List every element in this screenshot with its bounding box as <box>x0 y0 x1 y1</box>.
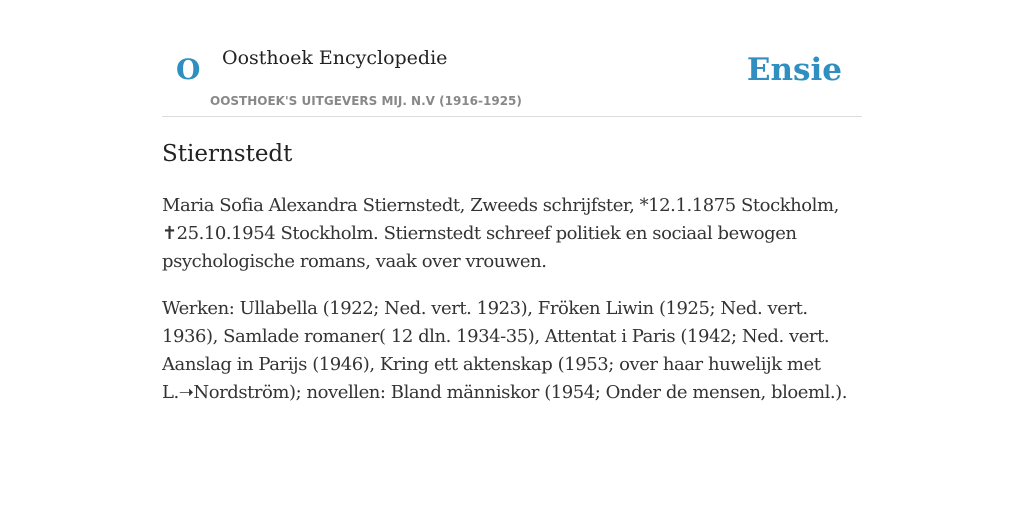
source-subtitle: OOSTHOEK'S UITGEVERS MIJ. N.V (1916-1925) <box>210 94 522 108</box>
entry-paragraph-definition: Maria Sofia Alexandra Stiernstedt, Zweeds schrijfster, *12.1.1875 Stockholm, ✝25.10.1954 Stockholm. Stiernstedt schreef politiek en sociaal bewogen psychologische romans, vaak over vrouwen. <box>162 195 839 272</box>
entry-title: Stiernstedt <box>162 141 293 167</box>
entry-paragraph-works: Werken: Ullabella (1922; Ned. vert. 1923), Fröken Liwin (1925; Ned. vert. 1936), Samlade romaner( 12 dln. 1934-35), Attentat i Paris (1942; Ned. vert. Aanslag in Parijs (1946), Kring ett aktenskap (1953; over haar huwelijk met L.➝Nordström); novellen: Bland människor (1954; Onder de mensen, bloeml.). <box>162 298 848 403</box>
page-container <box>162 0 862 403</box>
source-header <box>162 0 862 117</box>
entry-body <box>162 192 862 426</box>
ensie-logo-link[interactable]: Ensie <box>746 52 842 88</box>
source-logo[interactable]: O <box>176 53 201 86</box>
source-title[interactable]: Oosthoek Encyclopedie <box>222 47 448 69</box>
